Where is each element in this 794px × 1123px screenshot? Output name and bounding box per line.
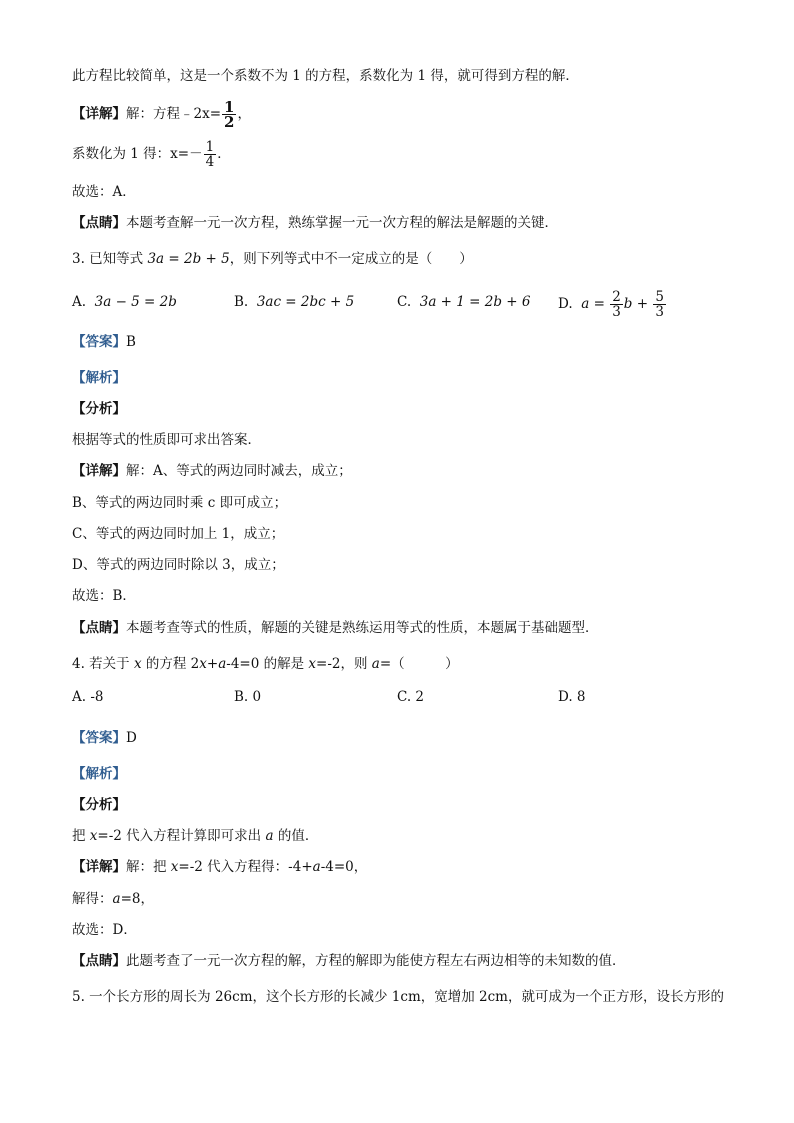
text-line <box>72 555 285 575</box>
text-line <box>72 524 284 544</box>
section-tag: 【分析】 <box>72 401 126 417</box>
question-stem <box>72 249 473 269</box>
question-text: -4=0 的解是 <box>226 656 309 672</box>
option-a: A. -8 <box>72 689 104 705</box>
fraction-denominator: 2 <box>224 113 235 131</box>
paragraph-text: 的值． <box>273 828 319 844</box>
question-number: 3. 已知等式 <box>72 251 148 267</box>
question-text: ，则下列等式中不一定成立的是（ ） <box>229 251 473 267</box>
question-text: + <box>206 656 219 672</box>
option-text: a = <box>581 296 610 312</box>
paragraph-text: 解：方程﹣2x= <box>126 106 222 122</box>
option-d: D. 8 <box>558 689 586 705</box>
paragraph-text: 解：把 <box>126 859 171 875</box>
punctuation: ． <box>217 146 231 162</box>
punctuation: ， <box>237 106 251 122</box>
text-line <box>72 182 136 202</box>
question-text: =-2，则 <box>316 656 372 672</box>
answer-line <box>72 728 137 748</box>
option-text: b + <box>623 296 653 312</box>
option-text: 3ac = 2bc + 5 <box>256 294 355 310</box>
option-label: B. <box>234 294 249 310</box>
section-tag: 【分析】 <box>72 797 126 813</box>
answer-value: D <box>126 730 137 746</box>
variable: a <box>112 891 121 907</box>
choice-text: 故选：B． <box>72 588 136 604</box>
option-a <box>72 294 177 310</box>
options-row <box>72 689 732 719</box>
section-tag: 【详解】 <box>72 106 126 122</box>
paragraph-text: =-2 代入方程计算即可求出 <box>97 828 266 844</box>
section-tag: 【详解】 <box>72 859 126 875</box>
paragraph-text: 此方程比较简单，这是一个系数不为 1 的方程，系数化为 1 得，就可得到方程的解． <box>72 68 579 84</box>
fenxi-line <box>72 795 126 815</box>
choice-text: 故选：A． <box>72 184 136 200</box>
variable: x <box>89 828 98 844</box>
question-text: 4. 若关于 <box>72 656 134 672</box>
question-stem <box>72 654 459 674</box>
answer-tag: 【答案】 <box>72 334 126 350</box>
analysis-line <box>72 764 126 784</box>
fraction-denominator: 4 <box>205 154 215 170</box>
question-text: =（ ） <box>379 656 459 672</box>
paragraph-text: 系数化为 1 得：x=－ <box>72 146 203 162</box>
text-line <box>72 618 599 638</box>
text-line <box>72 920 137 940</box>
analysis-tag: 【解析】 <box>72 370 126 386</box>
choice-text: 故选：D． <box>72 922 137 938</box>
option-d <box>558 287 667 321</box>
question-stem <box>72 987 724 1007</box>
text-line <box>72 826 318 846</box>
paragraph-text: C、等式的两边同时加上 1，成立； <box>72 526 285 542</box>
fraction-denominator: 3 <box>655 304 664 320</box>
question-text: 的方程 2 <box>141 656 200 672</box>
text-line <box>72 137 231 171</box>
text-line <box>72 586 136 606</box>
text-line <box>72 889 154 909</box>
fraction-numerator: 1 <box>205 139 215 155</box>
paragraph-text: 解：A、等式的两边同时减去，成立； <box>126 463 352 479</box>
option-label: C. <box>397 294 412 310</box>
fraction <box>610 290 623 319</box>
section-tag: 【点睛】 <box>72 620 126 636</box>
variable: x <box>308 656 317 672</box>
answer-tag: 【答案】 <box>72 730 126 746</box>
variable: x <box>133 656 142 672</box>
text-line <box>72 461 352 481</box>
variable: a <box>218 656 227 672</box>
answer-value: B <box>126 334 136 350</box>
option-c <box>397 294 530 310</box>
text-line <box>72 493 287 513</box>
question-text: 5. 一个长方形的周长为 26cm，这个长方形的长减少 1cm，宽增加 2cm，就可成为一个正方形，设长方形的 <box>72 989 724 1005</box>
options-row <box>72 287 732 321</box>
variable: a <box>312 859 321 875</box>
equation: 3a = 2b + 5 <box>147 251 230 267</box>
paragraph-text: 此题考查了一元一次方程的解，方程的解即为能使方程左右两边相等的未知数的值． <box>126 953 626 969</box>
option-c: C. 2 <box>397 689 425 705</box>
analysis-line <box>72 368 126 388</box>
fraction-numerator: 5 <box>655 289 664 305</box>
paragraph-text: 本题考查等式的性质，解题的关键是熟练运用等式的性质，本题属于基础题型． <box>126 620 599 636</box>
fenxi-line <box>72 399 126 419</box>
paragraph-text: D、等式的两边同时除以 3，成立； <box>72 557 285 573</box>
fraction-numerator: 2 <box>612 289 621 305</box>
paragraph-text: -4=0， <box>320 859 368 875</box>
fraction-denominator: 3 <box>612 304 621 320</box>
text-line <box>72 97 251 131</box>
option-b: B. 0 <box>234 689 262 705</box>
option-text: 3a − 5 = 2b <box>94 294 177 310</box>
option-label: A. <box>72 294 87 310</box>
fraction <box>222 100 236 129</box>
fraction-numerator: 1 <box>224 98 235 116</box>
text-line <box>72 951 626 971</box>
text-line <box>72 213 558 233</box>
analysis-tag: 【解析】 <box>72 766 126 782</box>
paragraph-text: =8， <box>120 891 154 907</box>
variable: a <box>371 656 380 672</box>
text-line <box>72 430 261 450</box>
option-b <box>234 294 354 310</box>
answer-line <box>72 332 136 352</box>
option-label: D. <box>558 296 573 312</box>
section-tag: 【点睛】 <box>72 215 126 231</box>
fraction <box>204 140 217 169</box>
option-text: 3a + 1 = 2b + 6 <box>419 294 531 310</box>
variable: x <box>199 656 207 672</box>
paragraph-text: 把 <box>72 828 90 844</box>
paragraph-text: =-2 代入方程得：-4+ <box>178 859 313 875</box>
paragraph-text: 解得： <box>72 891 113 907</box>
fraction <box>653 290 666 319</box>
variable: x <box>170 859 179 875</box>
text-line <box>72 66 579 86</box>
paragraph-text: B、等式的两边同时乘 c 即可成立； <box>72 495 288 511</box>
section-tag: 【点睛】 <box>72 953 126 969</box>
section-tag: 【详解】 <box>72 463 126 479</box>
text-line <box>72 857 367 877</box>
paragraph-text: 本题考查解一元一次方程，熟练掌握一元一次方程的解法是解题的关键． <box>126 215 558 231</box>
variable: a <box>265 828 274 844</box>
paragraph-text: 根据等式的性质即可求出答案． <box>72 432 261 448</box>
